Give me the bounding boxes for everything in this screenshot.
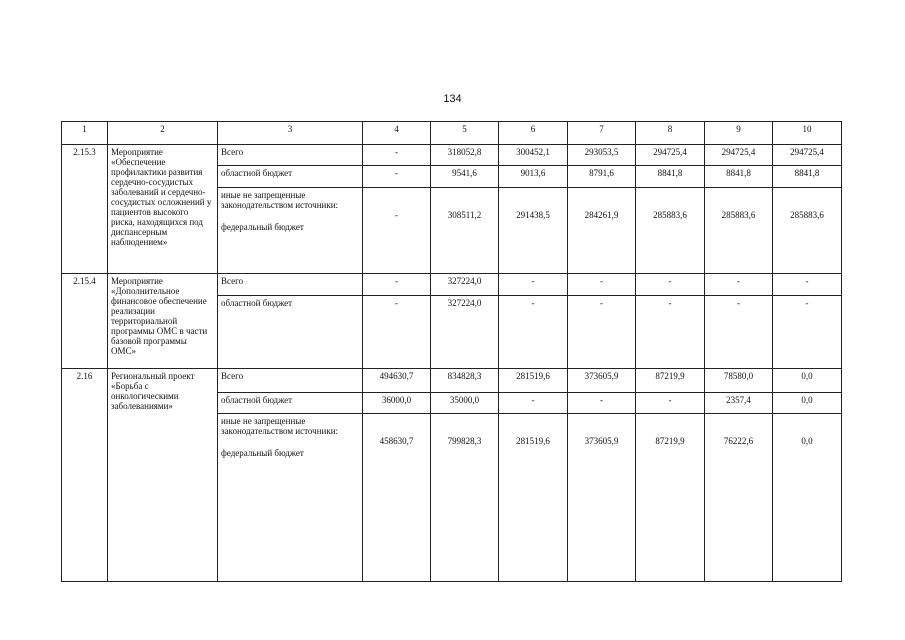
- value-text: -: [395, 210, 398, 220]
- value-cell: [773, 188, 842, 274]
- value-text: 799828,3: [447, 436, 482, 446]
- source-cell: [218, 188, 363, 274]
- value-cell: [363, 188, 431, 274]
- column-header: 6: [499, 122, 568, 145]
- value-cell: -: [499, 274, 568, 296]
- value-cell: 294725,4: [636, 145, 705, 166]
- value-cell: -: [705, 296, 773, 369]
- table-row: [62, 145, 842, 166]
- table-row: [62, 369, 842, 393]
- value-cell: 35000,0: [431, 393, 499, 414]
- value-cell: 318052,8: [431, 145, 499, 166]
- value-cell: 0,0: [773, 393, 842, 414]
- value-cell: -: [363, 296, 431, 369]
- value-text: 281519,6: [516, 436, 550, 446]
- row-name: Региональный проект «Борьба с онкологическими заболеваниями»: [108, 369, 218, 582]
- source-label: федеральный бюджет: [221, 222, 304, 232]
- value-cell: -: [636, 274, 705, 296]
- source-label: федеральный бюджет: [221, 448, 304, 458]
- value-cell: [363, 414, 431, 582]
- value-text: 0,0: [801, 436, 813, 446]
- column-header: 10: [773, 122, 842, 145]
- value-cell: -: [773, 274, 842, 296]
- source-label: Всего: [218, 145, 363, 166]
- value-cell: -: [568, 274, 636, 296]
- source-cell: [218, 414, 363, 582]
- value-cell: 8841,8: [636, 166, 705, 188]
- source-label: областной бюджет: [218, 296, 363, 369]
- value-cell: -: [705, 274, 773, 296]
- value-cell: 294725,4: [705, 145, 773, 166]
- value-text: 308511,2: [447, 210, 482, 220]
- column-header: 9: [705, 122, 773, 145]
- value-cell: -: [636, 296, 705, 369]
- value-cell: [499, 414, 568, 582]
- value-cell: -: [499, 393, 568, 414]
- value-cell: 78580,0: [705, 369, 773, 393]
- value-cell: [705, 414, 773, 582]
- value-cell: -: [499, 296, 568, 369]
- value-cell: -: [773, 296, 842, 369]
- value-text: 285883,6: [721, 210, 756, 220]
- column-header: 5: [431, 122, 499, 145]
- value-cell: 2357,4: [705, 393, 773, 414]
- value-cell: [568, 188, 636, 274]
- row-code: 2.15.3: [62, 145, 108, 274]
- source-note: иные не запрещенные законодательством источники:: [221, 416, 339, 436]
- value-text: 458630,7: [379, 436, 414, 446]
- value-text: 285883,6: [653, 210, 687, 220]
- value-cell: 300452,1: [499, 145, 568, 166]
- value-text: 373605,9: [584, 436, 619, 446]
- value-cell: [705, 188, 773, 274]
- value-text: 285883,6: [790, 210, 824, 220]
- value-cell: [431, 188, 499, 274]
- source-label: Всего: [218, 369, 363, 393]
- header-row: [62, 122, 842, 145]
- column-header: 7: [568, 122, 636, 145]
- value-cell: [499, 188, 568, 274]
- value-cell: -: [568, 296, 636, 369]
- value-cell: 327224,0: [431, 296, 499, 369]
- value-cell: -: [363, 274, 431, 296]
- row-name: Мероприятие «Обеспечение профилактики развития сердечно-сосудистых заболеваний и сердечно-сосудистых осложнений у пациентов высокого риска, находящихся под диспансерным наблюдением»: [108, 145, 218, 274]
- column-header: 1: [62, 122, 108, 145]
- value-cell: [568, 414, 636, 582]
- value-cell: 87219,9: [636, 369, 705, 393]
- value-cell: 8841,8: [773, 166, 842, 188]
- value-cell: 36000,0: [363, 393, 431, 414]
- value-cell: 281519,6: [499, 369, 568, 393]
- value-cell: [773, 414, 842, 582]
- value-cell: [636, 188, 705, 274]
- value-text: 76222,6: [723, 436, 754, 446]
- source-label: Всего: [218, 274, 363, 296]
- value-text: 87219,9: [655, 436, 685, 446]
- value-cell: 834828,3: [431, 369, 499, 393]
- column-header: 4: [363, 122, 431, 145]
- value-cell: 294725,4: [773, 145, 842, 166]
- value-cell: 0,0: [773, 369, 842, 393]
- value-cell: -: [363, 166, 431, 188]
- value-cell: [431, 414, 499, 582]
- value-cell: 494630,7: [363, 369, 431, 393]
- source-note: иные не запрещенные законодательством источники:: [221, 190, 339, 210]
- budget-table: [61, 121, 842, 582]
- value-cell: -: [636, 393, 705, 414]
- value-cell: 8791,6: [568, 166, 636, 188]
- column-header: 3: [218, 122, 363, 145]
- column-header: 2: [108, 122, 218, 145]
- source-label: областной бюджет: [218, 393, 363, 414]
- value-cell: 293053,5: [568, 145, 636, 166]
- row-code: 2.15.4: [62, 274, 108, 369]
- value-cell: 9013,6: [499, 166, 568, 188]
- value-text: 291438,5: [516, 210, 550, 220]
- value-cell: 8841,8: [705, 166, 773, 188]
- value-cell: 9541,6: [431, 166, 499, 188]
- page-number: 134: [443, 93, 462, 105]
- value-cell: 327224,0: [431, 274, 499, 296]
- table-row: [62, 274, 842, 296]
- value-cell: [636, 414, 705, 582]
- value-cell: -: [363, 145, 431, 166]
- row-name: Мероприятие «Дополнительное финансовое обеспечение реализации территориальной программы ОМС в части базовой программы ОМС»: [108, 274, 218, 369]
- value-cell: -: [568, 393, 636, 414]
- column-header: 8: [636, 122, 705, 145]
- value-cell: 373605,9: [568, 369, 636, 393]
- source-label: областной бюджет: [218, 166, 363, 188]
- value-text: 284261,9: [584, 210, 619, 220]
- row-code: 2.16: [62, 369, 108, 582]
